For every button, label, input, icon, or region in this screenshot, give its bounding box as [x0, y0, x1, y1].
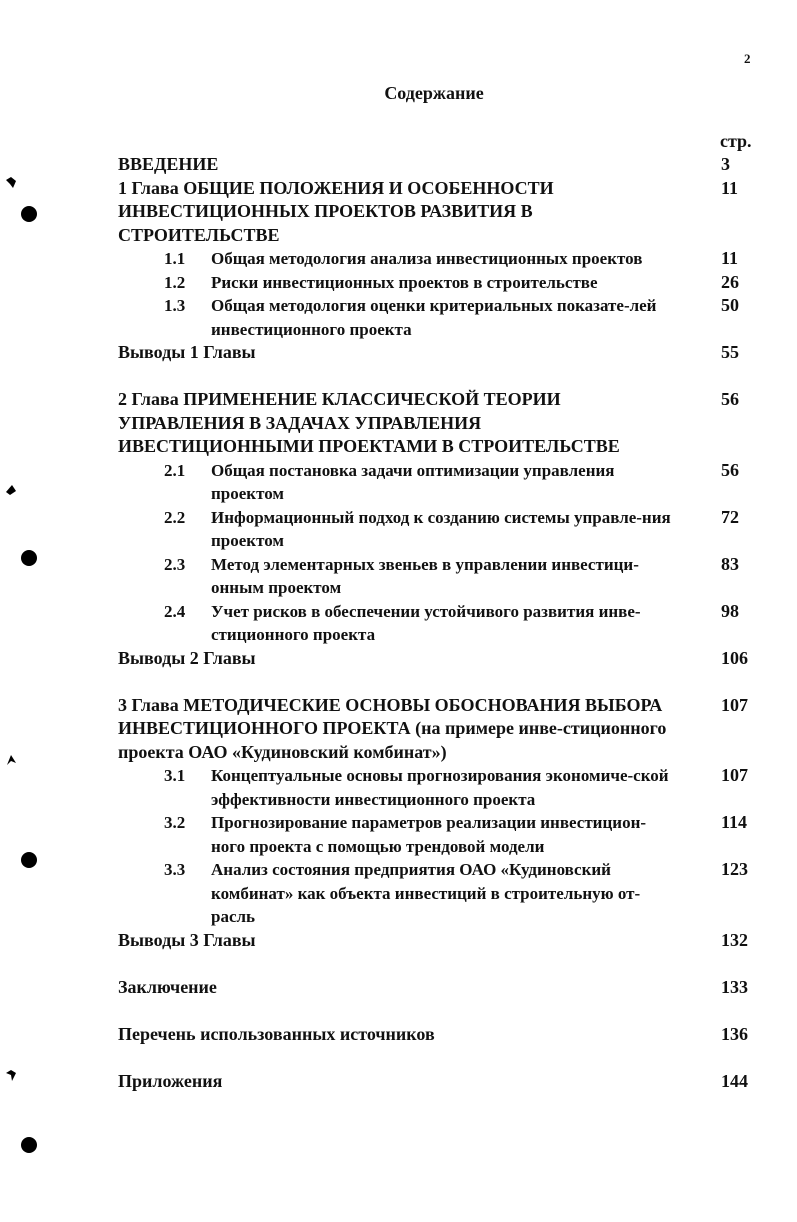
toc-entry-title: Прогнозирование параметров реализации инвестицион-ного проекта с помощью трендовой модели: [211, 813, 647, 856]
toc-entry-title: 3 Глава МЕТОДИЧЕСКИЕ ОСНОВЫ ОБОСНОВАНИЯ ВЫБОРА ИНВЕСТИЦИОННОГО ПРОЕКТА (на примере инве-стиционного проекта ОАО «Кудиновский комбинат»): [118, 694, 667, 762]
toc-entry-number: 2.1: [164, 460, 186, 480]
page-number: 2: [744, 51, 751, 66]
toc-entry-title: Риски инвестиционных проектов в строительстве: [211, 272, 598, 292]
toc-entry-number: 2.3: [164, 554, 186, 574]
toc-section-entry: [118, 600, 756, 647]
toc-entry-number: 3.3: [164, 860, 186, 879]
toc-entry-number: 3.1: [164, 766, 186, 785]
toc-chapter-entry: [118, 694, 756, 765]
binder-hole-2: [21, 550, 37, 566]
toc-entry-number: 1.3: [164, 296, 186, 315]
toc-entry-page: 98: [721, 600, 739, 621]
toc-entry-title: Учет рисков в обеспечении устойчивого развития инве-стиционного проекта: [211, 601, 641, 644]
toc-entry-title: Анализ состояния предприятия ОАО «Кудиновский комбинат» как объекта инвестиций в строительную от-расль: [211, 860, 641, 926]
toc-entry-page: 132: [721, 929, 748, 950]
toc-section-entry: [118, 553, 756, 600]
toc-entry-page: 133: [721, 976, 748, 997]
toc-entry-page: 11: [721, 177, 739, 198]
toc-entry-title: Концептуальные основы прогнозирования экономиче-ской эффективности инвестиционного проекта: [211, 766, 669, 809]
toc-entry-page: 144: [721, 1070, 748, 1091]
toc-entry-title: Выводы 1 Главы: [118, 342, 256, 362]
toc-entry-title: ВВЕДЕНИЕ: [118, 154, 219, 174]
toc-section-entry: [118, 247, 756, 271]
toc-entry-page: 136: [721, 1023, 748, 1044]
toc-entry-number: 1.2: [164, 272, 186, 292]
scan-mark-icon: [4, 483, 18, 497]
toc-chapter-entry: [118, 153, 756, 177]
toc-entry-title: Информационный подход к созданию системы управле-ния проектом: [211, 507, 671, 550]
toc-chapter-entry: [118, 929, 756, 953]
toc-entry-title: 1 Глава ОБЩИЕ ПОЛОЖЕНИЯ И ОСОБЕННОСТИ ИНВЕСТИЦИОННЫХ ПРОЕКТОВ РАЗВИТИЯ В СТРОИТЕЛЬСТВЕ: [118, 177, 554, 245]
page-title: Содержание: [384, 83, 484, 103]
toc-spacer: [118, 365, 756, 389]
toc-entry-page: 114: [721, 812, 748, 832]
toc-section-entry: [118, 764, 756, 811]
toc-entry-page: 72: [721, 506, 739, 527]
page-column-header: стр.: [720, 131, 752, 151]
toc-section-entry: [118, 459, 756, 506]
toc-entry-number: 3.2: [164, 813, 186, 832]
toc-entry-page: 3: [721, 154, 730, 174]
toc-chapter-entry: [118, 647, 756, 671]
toc-chapter-entry: [118, 177, 756, 248]
toc-section-entry: [118, 506, 756, 553]
toc-entry-title: Выводы 3 Главы: [118, 929, 256, 950]
toc-section-entry: [118, 811, 756, 858]
toc-spacer: [118, 999, 756, 1023]
toc-chapter-entry: [118, 1023, 756, 1047]
toc-entry-title: Общая постановка задачи оптимизации управления проектом: [211, 460, 615, 503]
toc-entry-page: 123: [721, 859, 748, 879]
toc-entry-page: 106: [721, 647, 748, 668]
toc-chapter-entry: [118, 341, 756, 365]
toc-section-entry: [118, 294, 756, 341]
toc-spacer: [118, 670, 756, 694]
table-of-contents: [118, 153, 756, 1093]
toc-entry-title: Метод элементарных звеньев в управлении инвестици-онным проектом: [211, 554, 639, 597]
toc-chapter-entry: [118, 388, 756, 459]
toc-entry-page: 50: [721, 295, 739, 315]
toc-section-entry: [118, 271, 756, 295]
toc-chapter-entry: [118, 1070, 756, 1094]
scan-mark-icon: [4, 176, 18, 190]
toc-entry-title: Общая методология оценки критериальных показате-лей инвестиционного проекта: [211, 296, 657, 339]
toc-spacer: [118, 952, 756, 976]
toc-entry-page: 56: [721, 459, 739, 480]
binder-hole-3: [21, 852, 37, 868]
toc-entry-title: Общая методология анализа инвестиционных проектов: [211, 249, 643, 268]
toc-entry-number: 2.2: [164, 507, 186, 527]
binder-hole-4: [21, 1137, 37, 1153]
toc-entry-page: 107: [721, 765, 748, 785]
toc-entry-page: 107: [721, 694, 748, 715]
toc-entry-page: 11: [721, 248, 739, 268]
scan-mark-icon: [4, 1068, 18, 1082]
toc-spacer: [118, 1046, 756, 1070]
toc-section-entry: [118, 858, 756, 929]
toc-entry-page: 55: [721, 342, 739, 362]
toc-entry-page: 26: [721, 271, 739, 292]
toc-entry-page: 83: [721, 553, 739, 574]
toc-entry-title: Заключение: [118, 976, 217, 997]
toc-entry-number: 1.1: [164, 249, 186, 268]
toc-entry-number: 2.4: [164, 601, 186, 621]
toc-entry-title: Выводы 2 Главы: [118, 647, 256, 668]
toc-entry-title: 2 Глава ПРИМЕНЕНИЕ КЛАССИЧЕСКОЙ ТЕОРИИ УПРАВЛЕНИЯ В ЗАДАЧАХ УПРАВЛЕНИЯ ИВЕСТИЦИОННЫМИ ПРОЕКТАМИ В СТРОИТЕЛЬСТВЕ: [118, 389, 620, 456]
toc-chapter-entry: [118, 976, 756, 1000]
scan-mark-icon: [4, 753, 18, 767]
binder-hole-1: [21, 206, 37, 222]
toc-entry-page: 56: [721, 389, 739, 409]
toc-entry-title: Приложения: [118, 1070, 223, 1091]
toc-entry-title: Перечень использованных источников: [118, 1023, 435, 1044]
